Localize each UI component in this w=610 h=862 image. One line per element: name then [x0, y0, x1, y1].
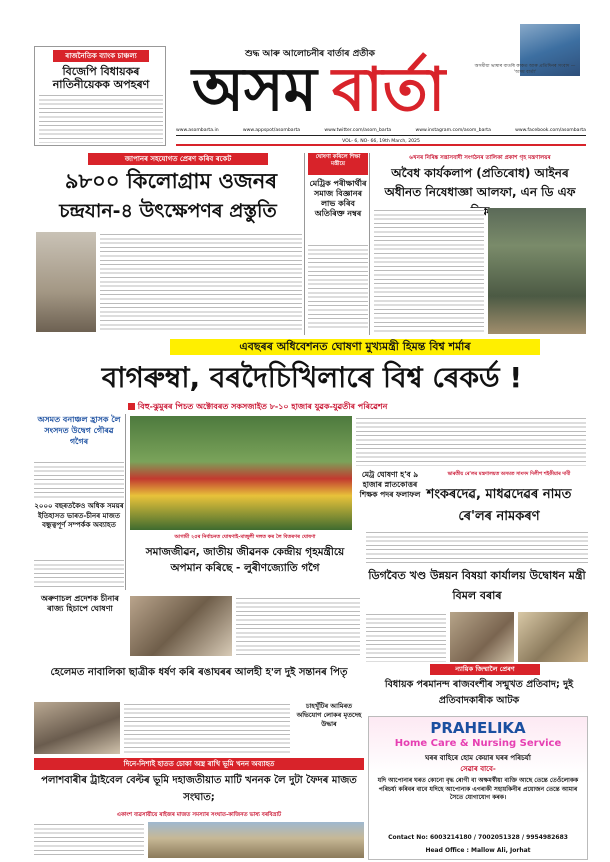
assault-body	[124, 702, 290, 754]
protest-headline: বিধায়ক পৰমানন্দ ৰাজবংশীৰ সন্মুখত প্ৰতিবাদ; দুই প্ৰতিবাদকাৰীক আটক	[384, 679, 574, 706]
title-right: বাৰ্তা	[332, 55, 446, 125]
landgrab-kicker: একাংশ ব্যৱসায়ীয়ে ৰাইজৰ মাজত সমস্যাৰ সংঘাত-কাজিনত ভাষ্য বৰবিভ্ৰাট	[116, 812, 282, 818]
masthead-right-box	[470, 4, 580, 124]
custody-tag: ন্যায়িক জিম্মালৈ প্ৰেৰণ	[430, 664, 540, 675]
moon-headline-1: ৯৮০০ কিলোগ্ৰাম ওজনৰ	[64, 169, 278, 193]
assault-headline: হেলেমত নাবালিকা ছাত্ৰীক ধৰ্ষণ কৰি ৰঙাঘৰৰ আলহী হ'ল দুই সন্তানৰ পিতৃ	[50, 667, 348, 678]
link-twitter[interactable]: www.twitter.com/asom_barta	[324, 128, 392, 133]
record-body	[356, 416, 586, 466]
center-body	[236, 596, 360, 656]
masthead-left-tag: ৰাজনৈতিক ব্যাংক চাঞ্চল্য	[53, 50, 149, 62]
link-app[interactable]: www.appspot/asombarta	[242, 128, 301, 133]
matric-story	[304, 153, 370, 335]
landgrab-headline: পলাশবাৰীৰ ট্ৰাইবেল বেল্টৰ ভূমি দহাজতীয়াত মাটি খননক লৈ দুটা ফৈদৰ মাজত সংঘাত;	[41, 775, 357, 803]
nursing-ad	[368, 716, 588, 860]
link-facebook[interactable]: www.facebook.com/asombarta	[515, 128, 586, 133]
banner-kicker	[128, 400, 588, 413]
issue-line: VOL- 6, NO- 66, 19th March, 2025	[176, 137, 586, 146]
center-headline: সমাজজীৱন, জাতীয় জীৱনক কেন্দ্ৰীয় গৃহমন্ত্ৰীয়ে অপমান কৰিছে - লুৰীণজ্যোতি গগৈ	[145, 546, 345, 574]
ad-line2: সেৱাৰ বাবে-	[460, 765, 496, 773]
moon-body	[100, 232, 302, 332]
links-bar	[176, 126, 586, 136]
ad-body: যদি আপোনাৰ ঘৰত কোনো বৃদ্ধ ৰোগী বা অক্ষমৰ্স্বীয়া ব্যক্তি আছে তেন্তে তেওঁলোকক পৰিচৰ্যা কৰিবৰ বাবে যদিহে আপোনাক এগৰাকী সহায়কিনীৰ প্ৰয়োজন তেন্তে আমাৰ সৈতে যোগাযোগ কৰক।	[377, 777, 579, 802]
digboi-body	[366, 612, 446, 662]
matric-headline: মেট্ৰিক পৰীক্ষাৰ্থীৰ সমাজ বিজ্ঞানৰ লাভ কৰিব অতিৰিক্ত নম্বৰ	[309, 179, 367, 218]
masthead-right-blurb: অসমীয়া ভাষাৰ বাতৰি কাকত আৰু প্ৰতিদিনৰ সংবাদ — 'অসম বাৰ্তা'	[474, 64, 576, 75]
body-found-headline: চাহখুঁটিৰ আমিৰত অভিযোগ লোকৰ মৃতদেহ উদ্ধাৰ	[296, 702, 362, 728]
ulfa-body	[374, 208, 484, 334]
digboi-headline: ডিগবৈত খণ্ড উন্নয়ন বিষয়া কাৰ্যালয় উদ্বোধন মন্ত্ৰী বিমল বৰাৰ	[368, 569, 586, 602]
soldiers-photo	[488, 208, 586, 334]
ad-brand: PRAHELIKA	[430, 719, 526, 737]
rail-headline: শংকৰদেৱ, মাধৱদেৱৰ নামত ৰে'লৰ নামকৰণ	[426, 487, 572, 524]
china-body	[34, 558, 124, 588]
china-headline: ২০০০ বছৰতকৈও অধিক সময়ৰ ইতিহাসত ভাৰত-চীনৰ মাজত বন্ধুত্বপূৰ্ণ সম্পৰ্কক অব্যাহত	[34, 502, 124, 529]
moon-headline-2: চন্দ্ৰযান-৪ উৎক্ষেপণৰ প্ৰস্তুতি	[59, 200, 277, 222]
masthead-left-text	[39, 93, 163, 143]
center-caption-tag: আগামী ২৫ৰ নিৰ্বাচনত ঘোষণাই-মাজুলী দলত কৰ লৈ বিতৰণৰ ঘোষণা	[174, 534, 316, 540]
tagline: শুদ্ধ আৰু আলোচনীৰ বাৰ্তাৰ প্ৰতীক	[245, 49, 375, 59]
link-instagram[interactable]: www.instagram.com/asom_barta	[415, 128, 491, 133]
rail-tag: ভাৰতীয় ৰে'লৰ মন্ত্ৰণালয়ত অসমত সাংসদ দিলীপ শইকীয়াৰ দাবী	[447, 472, 571, 477]
masthead-left-box	[34, 46, 166, 146]
landgrab-body	[34, 822, 144, 858]
rail-body	[366, 530, 588, 564]
moon-tag: জাপানৰ সহযোগত প্ৰেৰণ কৰিব ৰকেট	[88, 153, 268, 165]
police-photo	[34, 702, 120, 754]
forest-headline: অসমত বনাঞ্চল হ্ৰাসক লৈ সংসদত উদ্বেগ গৌৰৱ গগৈৰ	[37, 415, 121, 446]
leaders-photo	[130, 596, 232, 656]
ulfa-tag: ৬খনৰ নিৰিঙ্ক সন্ত্ৰাসবাদী সংগঠনৰ তালিকা প্ৰকাশ গৃহ মন্ত্ৰণালয়ৰ	[409, 155, 551, 161]
banner-main: বাগৰুম্বা, বৰদৈচিখিলাৰে বিশ্ব ৰেকৰ্ড !	[101, 361, 523, 394]
rocket-photo	[36, 232, 96, 332]
matric-body	[308, 243, 368, 331]
digboi-photo-1	[450, 612, 514, 662]
dance-photo	[130, 416, 352, 530]
masthead	[0, 0, 610, 150]
arunachal-headline: অৰুণাচল প্ৰদেশক চীনাৰ ৰাজ্য হিচাপে ঘোষণা	[41, 594, 119, 613]
link-site[interactable]: www.asombarta.in	[176, 128, 219, 133]
banner-sub: এবছৰৰ অধিবেশনত ঘোষণা মুখ্যমন্ত্ৰী হিমন্ত বিশ্ব শৰ্মাৰ	[170, 339, 540, 355]
title-left: অসম	[192, 55, 317, 125]
ulfa-headline: অবৈধ কাৰ্যকলাপ (প্ৰতিৰোধ) আইনৰ অধীনত নিষেধাজ্ঞা আলফা, এন ডি এফ	[384, 166, 576, 199]
ad-line1: ঘৰৰ বাহিৰে হোম কেয়াৰ ঘৰৰ পৰিচৰ্যা	[425, 754, 531, 762]
ad-contact[interactable]: Contact No: 6003214180 / 7002051328 / 9954982683	[369, 831, 587, 844]
forest-body	[34, 460, 124, 500]
ad-office: Head Office : Mallow Ali, Jorhat	[425, 847, 531, 854]
pg-results-headline: মেট্ৰ ঘোষণা হ'ব ৯ হাজাৰ স্নাতকোত্তৰ শিক্ষক পদৰ ফলাফল	[359, 470, 421, 499]
ad-service: Home Care & Nursing Service	[394, 738, 562, 749]
digboi-photo-2	[518, 612, 588, 662]
bullet-icon	[128, 403, 135, 410]
left-col	[34, 414, 126, 590]
landgrab-bar: দিনে-নিশাই হাতত চোকা অস্ত্ৰ ৰাখি ভূমি খনন অব্যাহত	[34, 758, 364, 770]
banner-kicker-text: বিহু-ঝুমুৰৰ পিচত অক্টোবৰত সকসজাইত ৮-১০ হাজাৰ যুৱক-যুৱতীৰ পৰিৱেশন	[137, 402, 388, 411]
matric-tag: ঘোষণা কৰিলে শিক্ষা মন্ত্ৰীয়ে	[308, 153, 368, 175]
excavator-photo	[148, 822, 364, 858]
masthead-left-headline: বিজেপি বিধায়কৰ নাতিনীয়েকক অপহৰণ	[52, 65, 150, 91]
